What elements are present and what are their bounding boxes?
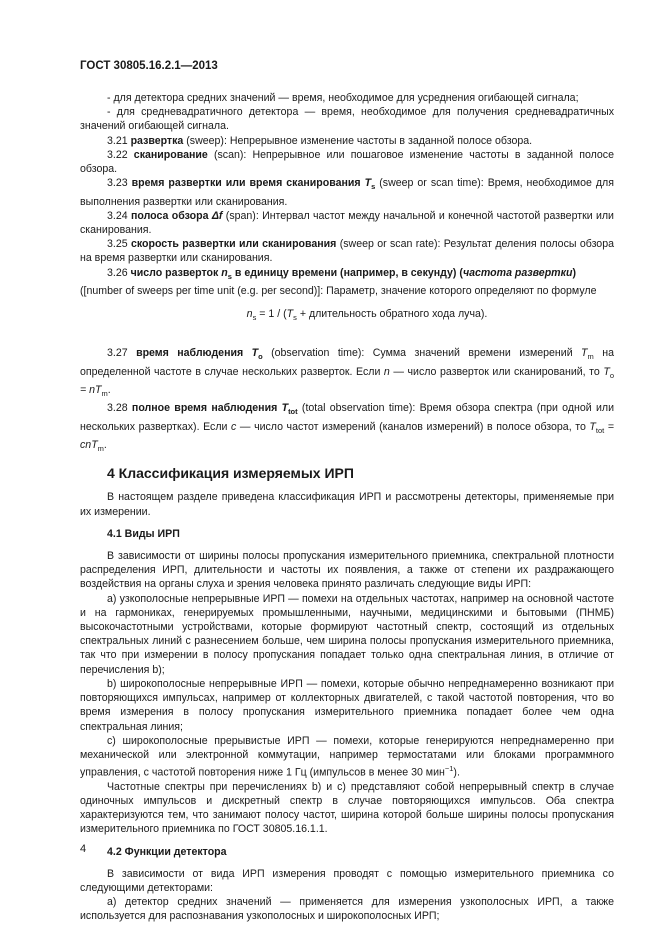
definition-3-25: 3.25 скорость развертки или сканирования (sweep or scan rate): Результат деления полосы обзора на время развертки или сканирования. xyxy=(80,238,614,265)
paragraph: В зависимости от вида ИРП измерения проводят с помощью измерительного приемника со следующими детекторами: xyxy=(80,867,614,895)
document-header: ГОСТ 30805.16.2.1—2013 xyxy=(80,60,218,72)
list-item-b: b) широкополосные непрерывные ИРП — помехи, которые обычно непреднамеренно возникают при повторяющихся импульсах, например от коллекторных двигателей, с такой частотой повторения, что во время измерения в полосу пропускания измерительного приемника попадает более чем одна спектральная линия; xyxy=(80,677,614,733)
intro-item: - для средневадратичного детектора — время, необходимое для получения средневадратичных значений огибающей сигнала. xyxy=(80,106,614,133)
section-heading: 4 Классификация измеряемых ИРП xyxy=(107,465,354,482)
definition-3-28: 3.28 полное время наблюдения $T_{tot}$ (total observation time): Время обзора спектра (при одной или нескольких развертках). Если c — число частот измерений (каналов измерений) в полосе обзора, то $T_{tot} = cnT_m$. xyxy=(80,402,614,454)
definition-3-22: 3.22 сканирование (scan): Непрерывное или пошаговое изменение частоты в заданной полосе обзора. xyxy=(80,148,614,176)
term: полоса обзора xyxy=(130,209,209,222)
subsection-heading: 4.2 Функции детектора xyxy=(107,845,227,858)
definition-3-24: 3.24 полоса обзора Δf (span): Интервал частот между начальной и конечной частотой развертки или сканирования. xyxy=(80,209,614,236)
term: развертка xyxy=(130,134,184,147)
list-item-a: a) детектор средних значений — применяется для измерения узкополосных ИРП, а также используется для распознавания узкополосных и широкополосных ИРП; xyxy=(80,896,614,923)
intro-item: - для детектора средних значений — время, необходимое для усреднения огибающей сигнала; xyxy=(107,92,579,104)
term: время наблюдения xyxy=(136,347,244,360)
list-item-c: c) широкополосные прерывистые ИРП — помехи, которые генерируются непреднамеренно при механической или электронной коммутации, например термостатами или блоками программного управления, с частотой повторения ниже 1 Гц (импульсов в менее 30 мин$^{-1}$). xyxy=(80,734,614,779)
page-number: 4 xyxy=(80,843,87,855)
subsection-heading: 4.1 Виды ИРП xyxy=(107,527,180,540)
definition-3-26: 3.26 число разверток $n_s$ в единицу времени (например, в секунду) (частота развертки) xyxy=(107,266,576,281)
term: число разверток xyxy=(130,266,219,279)
section-intro: В настоящем разделе приведена классификация ИРП и рассмотрены детекторы, применяемые при их измерении. xyxy=(80,491,614,518)
formula: $n_s = 1 / (T_s$ + длительность обратного хода луча). xyxy=(246,308,488,323)
term: полное время наблюдения xyxy=(131,402,278,415)
definition-3-23: 3.23 время развертки или время сканирования $T_s$ (sweep or scan time): Время, необходимое для выполнения развертки или сканирования. xyxy=(80,177,614,208)
definition-3-26-cont: ([number of sweeps per time unit (e.g. per second)]: Параметр, значение которого определяют по формуле xyxy=(80,284,597,297)
document-body xyxy=(80,91,614,924)
term: скорость развертки или сканирования xyxy=(130,238,337,251)
definition-3-27: 3.27 время наблюдения $T_o$ (observation time): Сумма значений времени измерений $T_m$ на определенной частоте в случае нескольких разверток. Если n — число разверток или сканирований, то $T_o = nT_m$. xyxy=(80,347,614,399)
definition-3-21: 3.21 развертка (sweep): Непрерывное изменение частоты в заданной полосе обзора. xyxy=(107,134,533,147)
list-item-a: a) узкополосные непрерывные ИРП — помехи на отдельных частотах, например на основной частоте и на гармониках, генерируемых промышленными, научными, медицинскими и бытовыми (ПНМБ) высокочастотными устройствами, которые формируют частотный спектр, состоящий из отдельных спектральных линий с разнесением больше, чем ширина полосы пропускания измерительного приемника, так что при измерении в полосу пропускания попадает только одна спектральная линия, в отличие от перечисления b); xyxy=(80,592,614,676)
paragraph: В зависимости от ширины полосы пропускания измерительного приемника, спектральной плотности распределения ИРП, длительности и частоты их появления, а также от степени их раздражающего воздействия на органы слуха и зрения человека принято различать следующие виды ИРП: xyxy=(80,550,614,591)
paragraph: Частотные спектры при перечислениях b) и c) представляют собой непрерывный спектр в случае одиночных импульсов и дискретный спектр в случае повторяющихся импульсов. Оба спектра характеризуются тем, что занимают полосу частот, ширина которой больше ширины полосы пропускания измерительного приемника по ГОСТ 30805.16.1.1. xyxy=(80,780,614,836)
term: сканирование xyxy=(133,148,208,161)
term: время развертки или время сканирования xyxy=(131,177,361,190)
